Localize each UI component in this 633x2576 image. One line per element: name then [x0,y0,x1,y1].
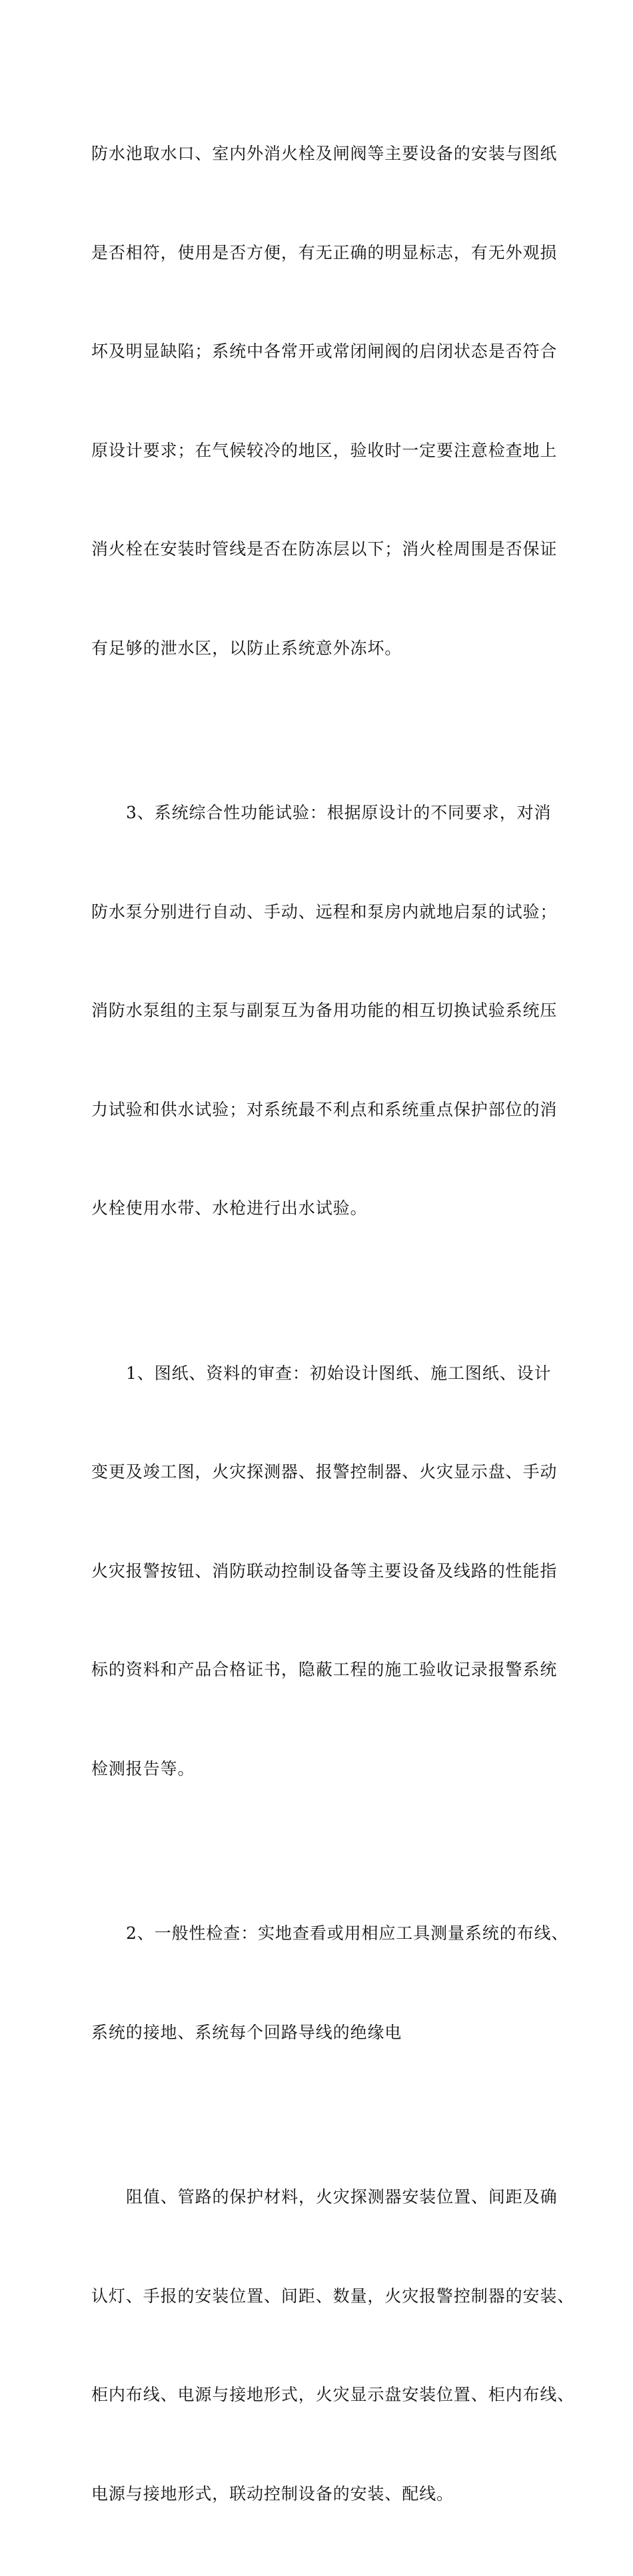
text-line: 电源与接地形式，联动控制设备的安装、配线。 [91,2483,454,2503]
text-line: 是否相符，使用是否方便，有无正确的明显标志，有无外观损 [91,242,558,262]
text-line: 防水泵分别进行自动、手动、远程和泵房内就地启泵的试验； [91,902,558,921]
text-line: 坏及明显缺陷；系统中各常开或常闭闸阀的启闭状态是否符合 [91,342,558,361]
text-line: 有足够的泄水区，以防止系统意外冻坏。 [91,638,402,658]
paragraph-resistance-and-installation [91,2115,575,2576]
text-line: 标的资料和产品合格证书，隐蔽工程的施工验收记录报警系统 [91,1660,558,1679]
text-line: 检测报告等。 [91,1758,195,1778]
text-line: 认灯、手报的安装位置、间距、数量，火灾报警控制器的安装、 [91,2286,575,2306]
text-line: 原设计要求；在气候较冷的地区，验收时一定要注意检查地上 [91,440,558,460]
paragraph-drawings-review [91,1291,558,1852]
text-line: 1、图纸、资料的审查：初始设计图纸、施工图纸、设计 [126,1363,552,1383]
text-line: 2、一般性检查：实地查看或用相应工具测量系统的布线、 [126,1924,569,1943]
text-line: 火栓使用水带、水枪进行出水试验。 [91,1198,368,1218]
paragraph-general-inspection [91,1851,569,2115]
text-line: 火灾报警按钮、消防联动控制设备等主要设备及线路的性能指 [91,1561,558,1581]
text-line: 消防水泵组的主泵与副泵互为备用功能的相互切换试验系统压 [91,1001,558,1020]
document-body [91,71,575,2576]
paragraph-system-function-test [91,730,558,1291]
text-line: 防水池取水口、室内外消火栓及闸阀等主要设备的安装与图纸 [91,144,558,163]
text-line: 柜内布线、电源与接地形式，火灾显示盘安装位置、柜内布线、 [91,2385,575,2404]
text-line: 系统的接地、系统每个回路导线的绝缘电 [91,2022,402,2042]
text-line: 变更及竣工图，火灾探测器、报警控制器、火灾显示盘、手动 [91,1462,558,1481]
paragraph-outdoor-hydrant-inspection [91,71,558,730]
text-line: 阻值、管路的保护材料，火灾探测器安装位置、间距及确 [126,2187,558,2206]
text-line: 3、系统综合性功能试验：根据原设计的不同要求，对消 [126,803,552,822]
text-line: 消火栓在安装时管线是否在防冻层以下；消火栓周围是否保证 [91,539,558,559]
text-line: 力试验和供水试验；对系统最不利点和系统重点保护部位的消 [91,1099,558,1119]
